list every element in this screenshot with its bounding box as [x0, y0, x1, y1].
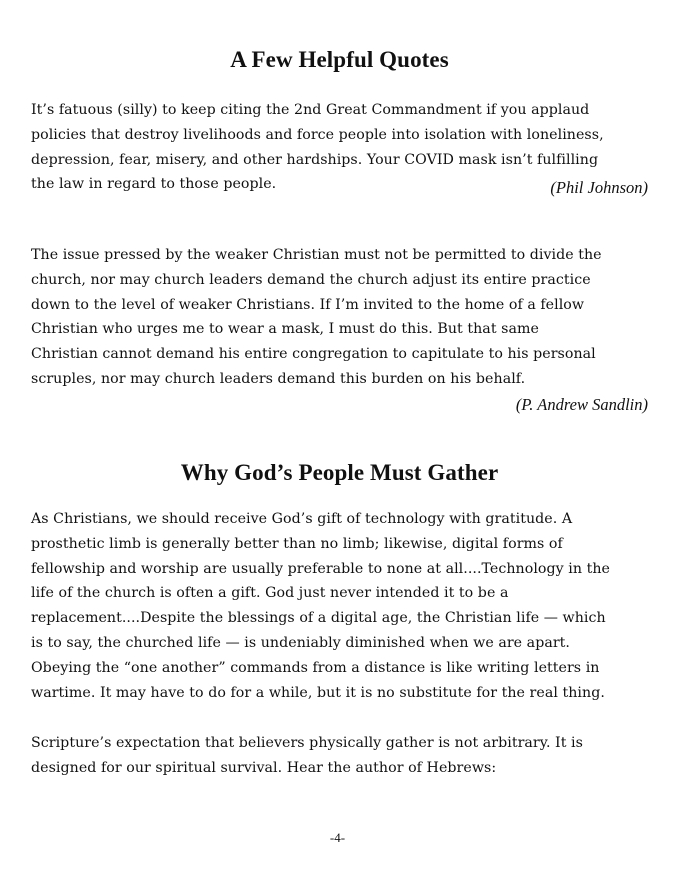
paragraph-line: replacement....Despite the blessings of a digital age, the Christian life — which	[31, 610, 606, 627]
quote-line: Christian cannot demand his entire congregation to capitulate to his personal	[31, 346, 596, 363]
paragraph-line: fellowship and worship are usually preferable to none at all....Technology in the	[31, 560, 610, 577]
quote-line: scruples, nor may church leaders demand this burden on his behalf.	[31, 370, 526, 387]
quote-p-andrew-sandlin	[31, 243, 648, 392]
quote-attribution: (Phil Johnson)	[550, 178, 648, 197]
body-paragraph	[31, 731, 648, 781]
quote-line: church, nor may church leaders demand the church adjust its entire practice	[31, 271, 591, 288]
quote-attribution: (P. Andrew Sandlin)	[515, 395, 648, 414]
paragraph-line: prosthetic limb is generally better than no limb; likewise, digital forms of	[31, 535, 563, 552]
quote-line: policies that destroy livelihoods and force people into isolation with loneliness,	[31, 126, 604, 143]
paragraph-line: As Christians, we should receive God’s gift of technology with gratitude. A	[31, 511, 573, 527]
paragraph-line: is to say, the churched life — is undeniably diminished when we are apart.	[31, 634, 570, 651]
paragraph-line: wartime. It may have to do for a while, but it is no substitute for the real thing.	[31, 684, 605, 701]
quote-line: It’s fatuous (silly) to keep citing the 2nd Great Commandment if you applaud	[31, 102, 590, 118]
quote-line: depression, fear, misery, and other hardships. Your COVID mask isn’t fulfilling	[31, 151, 599, 168]
section-heading-helpful-quotes: A Few Helpful Quotes	[230, 47, 449, 72]
quote-line: down to the level of weaker Christians. If I’m invited to the home of a fellow	[31, 296, 585, 313]
body-paragraph	[31, 507, 648, 705]
quote-line: the law in regard to those people.	[31, 176, 277, 193]
paragraph-line: Obeying the “one another” commands from a distance is like writing letters in	[31, 659, 600, 676]
paragraph-line: designed for our spiritual survival. Hear the author of Hebrews:	[31, 759, 497, 776]
quote-line: Christian who urges me to wear a mask, I must do this. But that same	[31, 321, 539, 338]
paragraph-line: life of the church is often a gift. God just never intended it to be a	[31, 585, 509, 602]
section-heading-why-gather: Why God’s People Must Gather	[180, 460, 499, 485]
quote-line: The issue pressed by the weaker Christian must not be permitted to divide the	[31, 247, 602, 263]
paragraph-line: Scripture’s expectation that believers physically gather is not arbitrary. It is	[31, 735, 583, 751]
page-number: -4-	[329, 830, 346, 845]
